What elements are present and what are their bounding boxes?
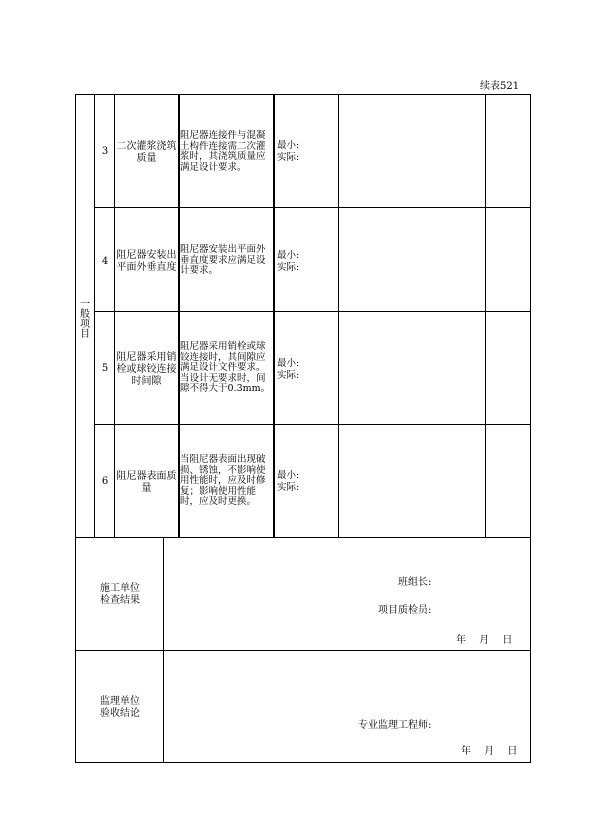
min-label: 最小: bbox=[277, 250, 300, 261]
row-item: 阻尼器表面质量 bbox=[116, 471, 177, 494]
actual-label: 实际: bbox=[277, 370, 300, 381]
inspector-label: 项目质检员: bbox=[378, 605, 432, 616]
section-line-1 bbox=[75, 537, 531, 538]
team-leader-label: 班组长: bbox=[398, 577, 432, 588]
result-divider bbox=[485, 94, 486, 537]
row-requirement: 阻尼器安装出平面外垂直度要求应满足设计要求。 bbox=[180, 244, 266, 276]
row-line-2 bbox=[94, 311, 531, 312]
engineer-label: 专业监理工程师: bbox=[358, 720, 432, 731]
supervision-date: 年 月 日 bbox=[461, 746, 518, 757]
row-requirement: 阻尼器采用销栓或球铰连接时，其间隙应满足设计文件要求。当设计无要求时，间隙不得大于0.3mm。 bbox=[180, 341, 271, 394]
actual-label: 实际: bbox=[277, 482, 300, 493]
row-number: 4 bbox=[101, 256, 109, 267]
row-item: 二次灌浆浇筑质量 bbox=[116, 141, 177, 164]
row-number: 3 bbox=[101, 146, 109, 157]
section-line-2 bbox=[75, 650, 531, 651]
category-label: 一般项目 bbox=[80, 299, 90, 340]
row-line-3 bbox=[94, 424, 531, 425]
requirement-divider bbox=[273, 94, 275, 537]
construction-date: 年 月 日 bbox=[456, 635, 513, 646]
actual-label: 实际: bbox=[277, 262, 300, 273]
row-requirement: 当阻尼器表面出现破损、锈蚀，不影响使用性能时，应及时修复；影响使用性能时，应及时更换。 bbox=[180, 454, 266, 507]
measure-divider bbox=[338, 94, 339, 537]
inspection-table bbox=[75, 94, 531, 763]
min-label: 最小: bbox=[277, 358, 300, 369]
actual-label: 实际: bbox=[277, 152, 300, 163]
row-line-1 bbox=[94, 207, 531, 208]
category-divider bbox=[94, 94, 95, 537]
row-item: 阻尼器采用销栓或球铰连接时间隙 bbox=[116, 352, 177, 387]
construction-label: 施工单位检查结果 bbox=[100, 583, 140, 606]
row-requirement: 阻尼器连接件与混凝土构件连接需二次灌浆时，其浇筑质量应满足设计要求。 bbox=[180, 130, 266, 173]
min-label: 最小: bbox=[277, 140, 300, 151]
row-item: 阻尼器安装出平面外垂直度 bbox=[116, 250, 177, 273]
row-number: 6 bbox=[101, 476, 109, 487]
row-number: 5 bbox=[101, 363, 109, 374]
min-label: 最小: bbox=[277, 470, 300, 481]
sheet-number: 续表521 bbox=[480, 81, 520, 92]
supervision-label: 监理单位验收结论 bbox=[100, 696, 140, 719]
